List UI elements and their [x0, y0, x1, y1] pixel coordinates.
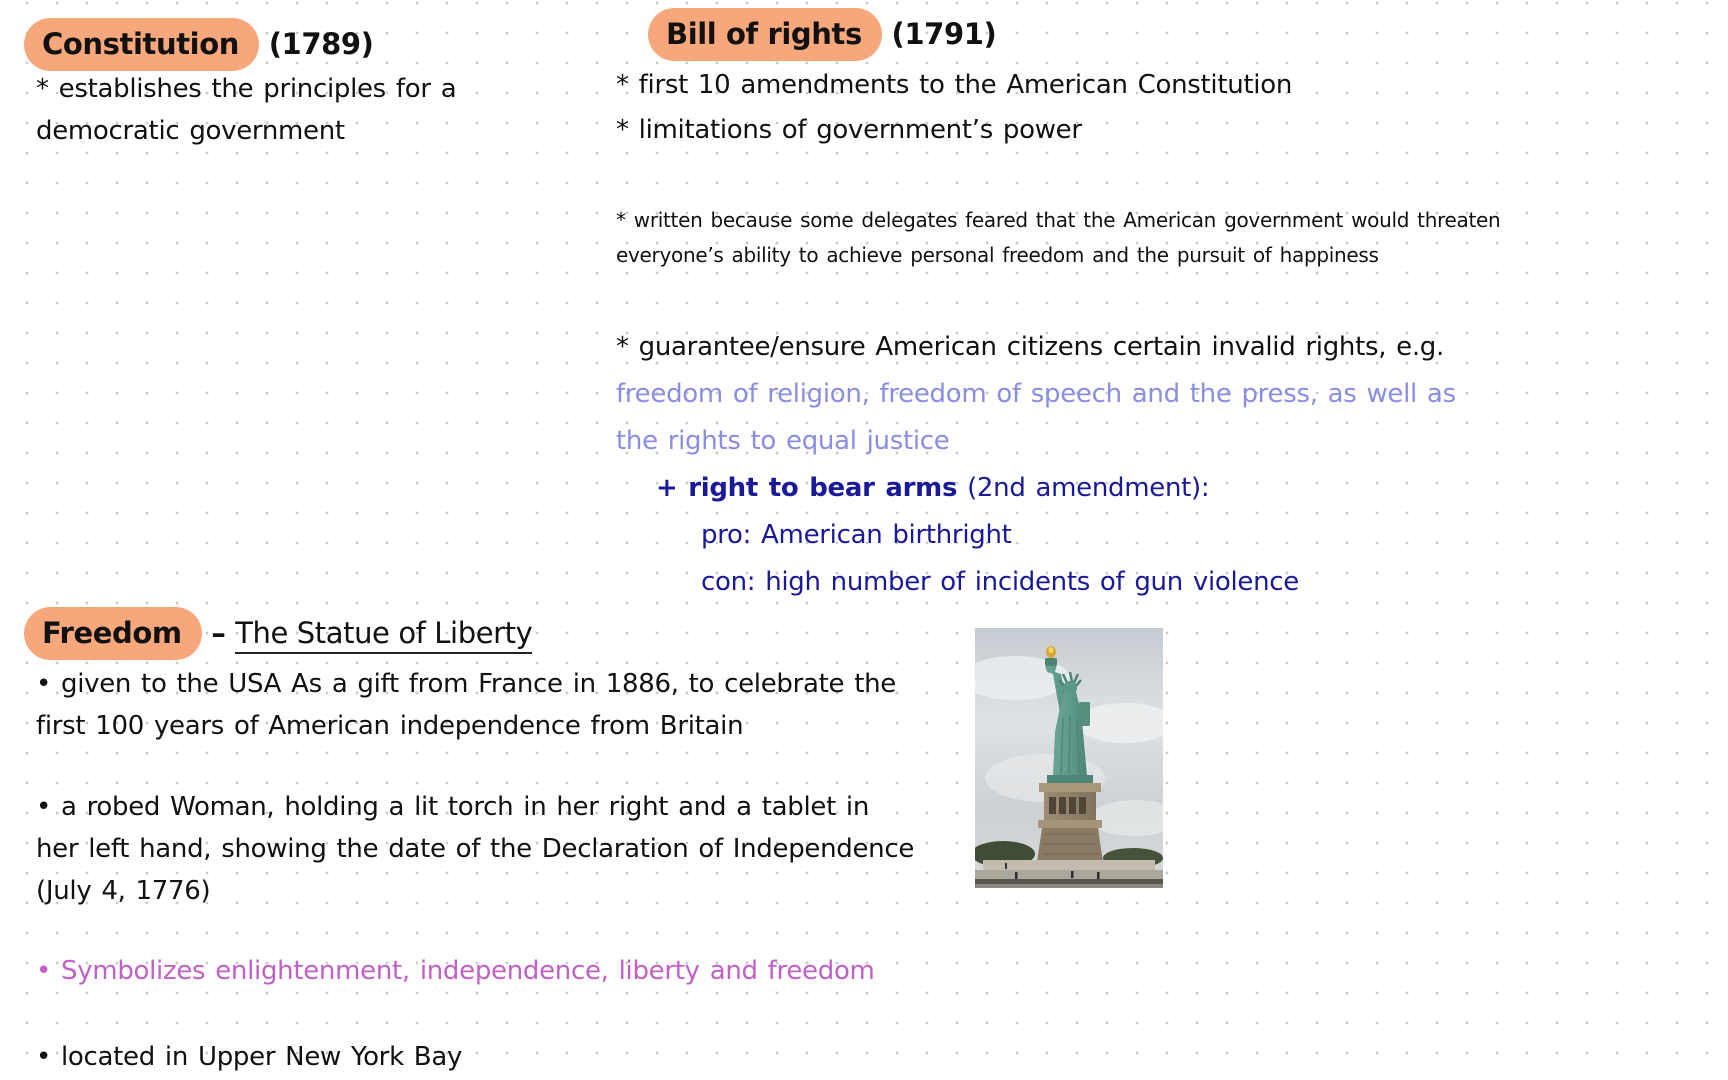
constitution-year: (1789)	[259, 27, 374, 61]
freedom-paragraph-1	[36, 663, 896, 747]
bill-of-rights-title: Bill of rights	[666, 17, 862, 51]
note-line: • given to the USA As a gift from France in 1886, to celebrate the	[36, 669, 896, 699]
constitution-highlight	[24, 18, 259, 71]
freedom-heading	[24, 607, 532, 660]
statue-of-liberty-illustration	[975, 628, 1163, 888]
freedom-highlight	[24, 607, 202, 660]
note-line: (July 4, 1776)	[36, 876, 211, 906]
rights-block	[616, 324, 1456, 606]
constitution-title: Constitution	[42, 27, 239, 61]
note-line: her left hand, showing the date of the Declaration of Independence	[36, 834, 915, 864]
bill-of-rights-note	[616, 203, 1500, 273]
freedom-location-line	[36, 1036, 462, 1078]
note-line: freedom of religion, freedom of speech and the press, as well as	[616, 379, 1456, 409]
note-line: * establishes the principles for a	[36, 74, 457, 104]
note-line: • located in Upper New York Bay	[36, 1042, 463, 1072]
bear-arms-rest: (2nd amendment):	[957, 473, 1210, 503]
freedom-paragraph-2	[36, 786, 914, 912]
note-line: * first 10 amendments to the American Constitution	[616, 70, 1293, 100]
statue-of-liberty-link: The Statue of Liberty	[235, 616, 532, 654]
note-line: everyone’s ability to achieve personal freedom and the pursuit of happiness	[616, 243, 1379, 267]
note-line: * guarantee/ensure American citizens certain invalid rights, e.g.	[616, 332, 1444, 362]
bill-of-rights-heading	[648, 8, 996, 61]
bill-of-rights-highlight	[648, 8, 882, 61]
note-line: * limitations of government’s power	[616, 115, 1082, 145]
freedom-dash: –	[201, 616, 236, 650]
note-line: democratic government	[36, 116, 345, 146]
bill-of-rights-year: (1791)	[881, 17, 997, 51]
note-line: con: high number of incidents of gun violence	[701, 567, 1299, 597]
note-line: • a robed Woman, holding a lit torch in her right and a tablet in	[36, 792, 870, 822]
bear-arms-bold: + right to bear arms	[656, 473, 958, 503]
constitution-paragraph	[36, 68, 456, 152]
statue-of-liberty-photo	[975, 628, 1163, 888]
note-line: the rights to equal justice	[616, 426, 950, 456]
freedom-symbolism-line	[36, 950, 875, 992]
bill-of-rights-bullets	[616, 63, 1292, 153]
note-line: • Symbolizes enlightenment, independence, liberty and freedom	[36, 956, 875, 986]
freedom-title: Freedom	[42, 616, 182, 650]
note-line	[616, 465, 1456, 512]
note-line: pro: American birthright	[701, 520, 1012, 550]
note-line: first 100 years of American independence from Britain	[36, 711, 744, 741]
constitution-heading	[24, 18, 374, 71]
note-line: * written because some delegates feared that the American government would threaten	[616, 208, 1501, 232]
